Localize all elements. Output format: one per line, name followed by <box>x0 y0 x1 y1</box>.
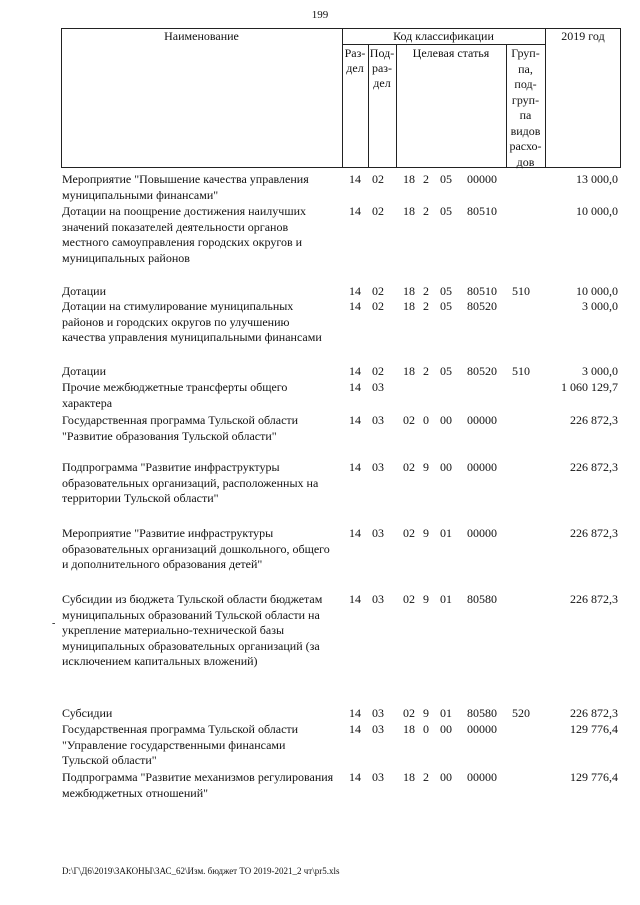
row-amount: 1 060 129,7 <box>561 380 618 394</box>
row-event-code: 05 <box>440 284 452 298</box>
row-direction-code: 80520 <box>467 364 497 378</box>
row-direction-code: 80510 <box>467 284 497 298</box>
header-classification-code: Код классификации <box>393 29 494 43</box>
row-amount: 226 872,3 <box>570 413 618 427</box>
row-subprogram-code: 0 <box>423 722 429 736</box>
row-amount: 226 872,3 <box>570 526 618 540</box>
row-podrazdel: 03 <box>372 380 384 394</box>
row-program-code: 18 <box>403 299 415 313</box>
row-program-code: 18 <box>403 172 415 186</box>
row-program-code: 02 <box>403 413 415 427</box>
row-name: Дотации на поощрение достижения наилучших значений показателей деятельности органов местного самоуправления городских округов и муниципальных районов <box>62 204 306 265</box>
row-event-code: 00 <box>440 460 452 474</box>
row-subprogram-code: 0 <box>423 413 429 427</box>
row-name: Дотации <box>62 364 107 378</box>
header-target-article: Целевая статья <box>412 46 490 60</box>
row-event-code: 01 <box>440 706 452 720</box>
row-program-code: 02 <box>403 592 415 606</box>
row-subprogram-code: 9 <box>423 460 429 474</box>
row-event-code: 00 <box>440 770 452 784</box>
row-name: Дотации на стимулирование муниципальных районов и городских округов по улучшению качества управления муниципальными финансами <box>62 299 322 344</box>
row-podrazdel: 03 <box>372 413 384 427</box>
row-razdel: 14 <box>349 722 361 736</box>
row-group: 510 <box>512 284 530 298</box>
row-subprogram-code: 2 <box>423 172 429 186</box>
row-razdel: 14 <box>349 770 361 784</box>
row-name: Субсидии <box>62 706 113 720</box>
row-program-code: 18 <box>403 284 415 298</box>
row-subprogram-code: 2 <box>423 364 429 378</box>
row-subprogram-code: 2 <box>423 284 429 298</box>
row-name: Дотации <box>62 284 107 298</box>
row-direction-code: 00000 <box>467 413 497 427</box>
header-group: Груп- па, под- груп- па видов расхо- дов <box>509 46 542 169</box>
row-amount: 129 776,4 <box>570 722 618 736</box>
row-name: Мероприятие "Повышение качества управления муниципальными финансами" <box>62 172 309 202</box>
page-number: 199 <box>311 9 329 21</box>
row-direction-code: 00000 <box>467 526 497 540</box>
row-podrazdel: 03 <box>372 526 384 540</box>
row-program-code: 18 <box>403 204 415 218</box>
row-program-code: 18 <box>403 364 415 378</box>
row-event-code: 05 <box>440 204 452 218</box>
header-podrazdel: Под- раз- дел <box>369 46 395 90</box>
row-razdel: 14 <box>349 526 361 540</box>
row-program-code: 02 <box>403 460 415 474</box>
row-podrazdel: 02 <box>372 284 384 298</box>
row-subprogram-code: 2 <box>423 204 429 218</box>
row-event-code: 05 <box>440 364 452 378</box>
header-divider <box>545 28 546 168</box>
row-razdel: 14 <box>349 299 361 313</box>
row-podrazdel: 02 <box>372 172 384 186</box>
row-podrazdel: 03 <box>372 592 384 606</box>
row-name: Подпрограмма "Развитие механизмов регулирования межбюджетных отношений" <box>62 770 334 800</box>
row-event-code: 00 <box>440 722 452 736</box>
row-razdel: 14 <box>349 592 361 606</box>
header-divider <box>396 44 397 168</box>
row-amount: 129 776,4 <box>570 770 618 784</box>
row-program-code: 02 <box>403 706 415 720</box>
row-direction-code: 00000 <box>467 722 497 736</box>
row-group: 510 <box>512 364 530 378</box>
row-podrazdel: 03 <box>372 722 384 736</box>
row-direction-code: 00000 <box>467 460 497 474</box>
row-razdel: 14 <box>349 380 361 394</box>
row-event-code: 01 <box>440 592 452 606</box>
row-razdel: 14 <box>349 172 361 186</box>
row-name: Прочие межбюджетные трансферты общего характера <box>62 380 288 410</box>
row-razdel: 14 <box>349 364 361 378</box>
row-event-code: 05 <box>440 172 452 186</box>
row-amount: 226 872,3 <box>570 706 618 720</box>
row-podrazdel: 02 <box>372 299 384 313</box>
row-amount: 10 000,0 <box>576 204 618 218</box>
row-direction-code: 80520 <box>467 299 497 313</box>
row-direction-code: 80510 <box>467 204 497 218</box>
row-podrazdel: 02 <box>372 364 384 378</box>
row-name: Мероприятие "Развитие инфраструктуры образовательных организаций дошкольного, общего и дополнительного образования детей" <box>62 526 330 571</box>
row-subprogram-code: 9 <box>423 592 429 606</box>
row-subprogram-code: 2 <box>423 299 429 313</box>
row-direction-code: 80580 <box>467 706 497 720</box>
row-podrazdel: 03 <box>372 460 384 474</box>
row-event-code: 01 <box>440 526 452 540</box>
row-subprogram-code: 9 <box>423 706 429 720</box>
row-name: Субсидии из бюджета Тульской области бюджетам муниципальных образований Тульской области на укрепление материально-технической базы муниципальных образовательных организаций (за исключением капитальных вложений) <box>62 592 323 668</box>
row-podrazdel: 03 <box>372 706 384 720</box>
row-amount: 226 872,3 <box>570 460 618 474</box>
header-name: Наименование <box>164 29 239 43</box>
row-podrazdel: 02 <box>372 204 384 218</box>
header-divider <box>342 44 545 45</box>
row-event-code: 00 <box>440 413 452 427</box>
row-razdel: 14 <box>349 460 361 474</box>
row-amount: 3 000,0 <box>582 299 618 313</box>
row-group: 520 <box>512 706 530 720</box>
row-amount: 226 872,3 <box>570 592 618 606</box>
row-podrazdel: 03 <box>372 770 384 784</box>
row-direction-code: 00000 <box>467 172 497 186</box>
row-name: Подпрограмма "Развитие инфраструктуры образовательных организаций, расположенных на территории Тульской области" <box>62 460 319 505</box>
row-subprogram-code: 2 <box>423 770 429 784</box>
row-program-code: 18 <box>403 722 415 736</box>
stray-mark: - <box>52 618 56 629</box>
row-program-code: 18 <box>403 770 415 784</box>
row-razdel: 14 <box>349 706 361 720</box>
row-razdel: 14 <box>349 413 361 427</box>
row-amount: 10 000,0 <box>576 284 618 298</box>
footer-file-path: D:\Г\Д6\2019\ЗАКОНЫ\ЗАС_62\Изм. бюджет ТО 2019-2021_2 чт\pr5.xls <box>62 866 340 876</box>
row-program-code: 02 <box>403 526 415 540</box>
row-razdel: 14 <box>349 204 361 218</box>
header-year: 2019 год <box>561 29 605 43</box>
row-direction-code: 80580 <box>467 592 497 606</box>
row-direction-code: 00000 <box>467 770 497 784</box>
row-name: Государственная программа Тульской области "Развитие образования Тульской области" <box>62 413 299 443</box>
row-name: Государственная программа Тульской области "Управление государственными финансами Тульской области" <box>62 722 299 767</box>
row-amount: 3 000,0 <box>582 364 618 378</box>
row-amount: 13 000,0 <box>576 172 618 186</box>
row-subprogram-code: 9 <box>423 526 429 540</box>
row-razdel: 14 <box>349 284 361 298</box>
header-razdel: Раз- дел <box>344 46 366 75</box>
row-event-code: 05 <box>440 299 452 313</box>
